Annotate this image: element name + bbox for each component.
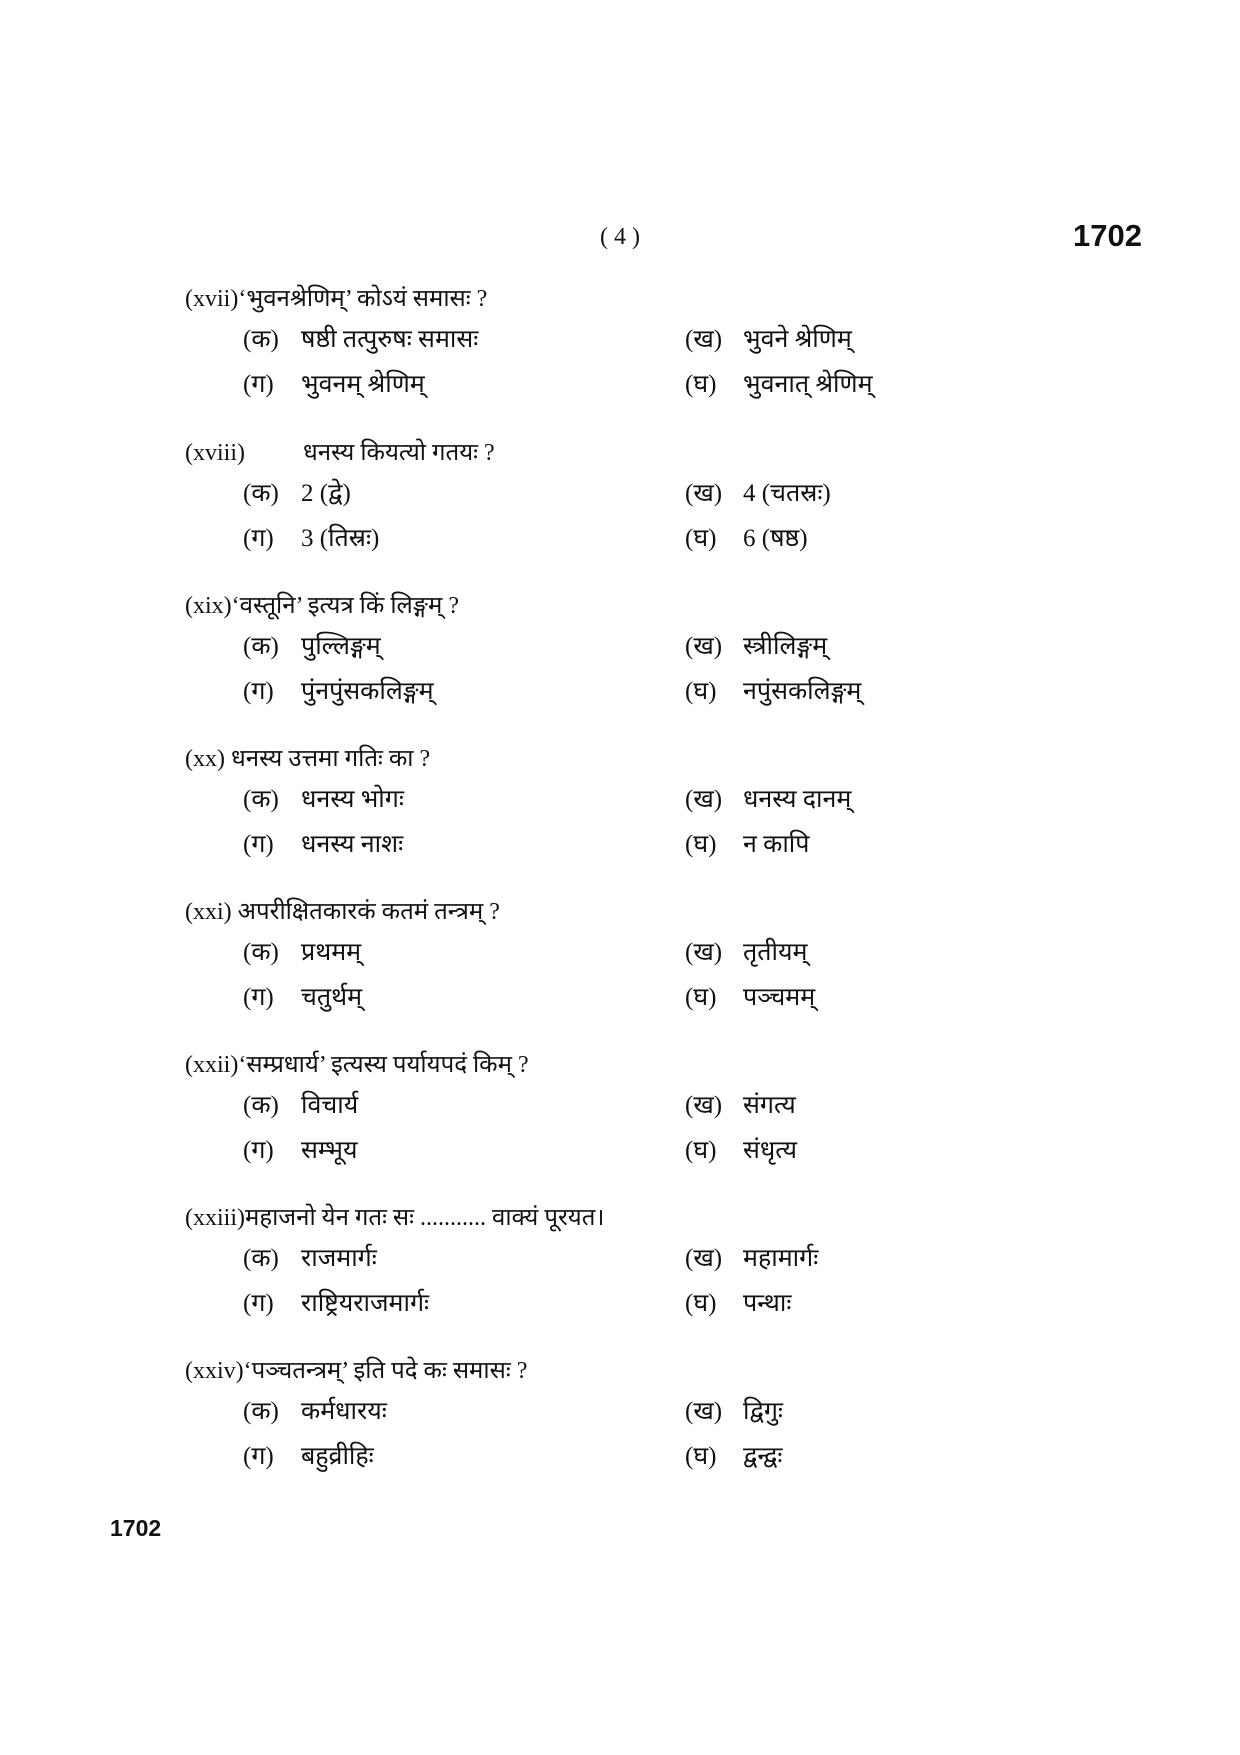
option-row bbox=[185, 1389, 1085, 1434]
option-label: (ग) bbox=[243, 678, 274, 705]
question-line bbox=[185, 1353, 1085, 1389]
option-label: (क) bbox=[243, 786, 279, 813]
question-line bbox=[185, 435, 1085, 471]
option bbox=[243, 669, 434, 714]
option-text: प्रथमम् bbox=[301, 939, 362, 966]
option-label: (ग) bbox=[243, 984, 274, 1011]
option-row bbox=[185, 1434, 1085, 1479]
option bbox=[685, 471, 831, 516]
option-text: पन्थाः bbox=[743, 1290, 792, 1317]
paper-code-header: 1702 bbox=[1073, 218, 1142, 253]
option-text: न कापि bbox=[743, 831, 810, 858]
option-label: (घ) bbox=[685, 678, 717, 705]
option-label: (ख) bbox=[685, 480, 723, 507]
option-text: सम्भूय bbox=[301, 1137, 358, 1164]
option-text: 3 (तिस्रः) bbox=[301, 525, 380, 552]
question-text: ‘सम्प्रधार्य’ इत्यस्य पर्यायपदं किम् ? bbox=[238, 1052, 529, 1078]
option-text: कर्मधारयः bbox=[301, 1398, 387, 1425]
option-row bbox=[185, 516, 1085, 561]
option-text: पञ्चमम् bbox=[743, 984, 816, 1011]
option-row bbox=[185, 1281, 1085, 1326]
option-text: द्वन्द्वः bbox=[743, 1443, 783, 1470]
paper-code-footer: 1702 bbox=[110, 1515, 162, 1541]
option-text: षष्ठी तत्पुरुषः समासः bbox=[301, 326, 479, 353]
option-label: (क) bbox=[243, 1092, 279, 1119]
question-number: (xvii) bbox=[185, 286, 239, 312]
option bbox=[243, 1128, 357, 1173]
option bbox=[243, 1236, 377, 1281]
option bbox=[243, 822, 403, 867]
question-line bbox=[185, 894, 1085, 930]
option-text: स्त्रीलिङ्गम् bbox=[743, 633, 828, 660]
option bbox=[685, 317, 852, 362]
option-text: भुवनात् श्रेणिम् bbox=[743, 371, 873, 398]
option-text: विचार्य bbox=[301, 1092, 359, 1119]
option-label: (ख) bbox=[685, 786, 723, 813]
option-row bbox=[185, 1236, 1085, 1281]
option-text: बहुव्रीहिः bbox=[301, 1443, 374, 1470]
option bbox=[243, 930, 361, 975]
question-line bbox=[185, 1047, 1085, 1083]
option-text: राष्ट्रियराजमार्गः bbox=[301, 1290, 430, 1317]
option-text: धनस्य नाशः bbox=[301, 831, 404, 858]
option-label: (ख) bbox=[685, 1398, 723, 1425]
option bbox=[685, 1236, 818, 1281]
option bbox=[243, 317, 478, 362]
option bbox=[243, 1389, 387, 1434]
option-label: (ख) bbox=[685, 939, 723, 966]
question-number: (xix) bbox=[185, 593, 232, 619]
option-label: (ग) bbox=[243, 831, 274, 858]
option-label: (घ) bbox=[685, 1290, 717, 1317]
option-text: 2 (द्वे) bbox=[301, 480, 351, 507]
option bbox=[685, 1389, 783, 1434]
option-label: (क) bbox=[243, 939, 279, 966]
option bbox=[685, 362, 873, 407]
option-text: संधृत्य bbox=[743, 1137, 798, 1164]
option bbox=[243, 624, 381, 669]
option bbox=[685, 669, 861, 714]
option-label: (क) bbox=[243, 1398, 279, 1425]
option-label: (घ) bbox=[685, 525, 717, 552]
option bbox=[685, 1128, 797, 1173]
option bbox=[685, 624, 827, 669]
option-text: धनस्य दानम् bbox=[743, 786, 852, 813]
option-row bbox=[185, 362, 1085, 407]
option bbox=[685, 516, 808, 561]
option-text: 4 (चतस्रः) bbox=[743, 480, 831, 507]
question-text: महाजनो येन गतः सः ........... वाक्यं पूरयत। bbox=[245, 1205, 605, 1231]
question bbox=[185, 281, 1085, 407]
option-row bbox=[185, 975, 1085, 1020]
question-text: धनस्य उत्तमा गतिः का ? bbox=[224, 746, 431, 772]
option-text: चतुर्थम् bbox=[301, 984, 363, 1011]
question-number: (xxiv) bbox=[185, 1358, 244, 1384]
option-row bbox=[185, 1083, 1085, 1128]
question-line bbox=[185, 588, 1085, 624]
option-row bbox=[185, 624, 1085, 669]
question bbox=[185, 588, 1085, 714]
option-row bbox=[185, 822, 1085, 867]
page-number: ( 4 ) bbox=[600, 224, 640, 250]
question-text: ‘पञ्चतन्त्रम्’ इति पदे कः समासः ? bbox=[243, 1358, 528, 1384]
question bbox=[185, 894, 1085, 1020]
question-number: (xxii) bbox=[185, 1052, 239, 1078]
question bbox=[185, 741, 1085, 867]
option-text: भुवनम् श्रेणिम् bbox=[301, 371, 425, 398]
option-label: (घ) bbox=[685, 1443, 717, 1470]
option bbox=[243, 1281, 429, 1326]
option bbox=[685, 975, 815, 1020]
question-text: धनस्य कियत्यो गतयः ? bbox=[303, 440, 495, 466]
option bbox=[685, 1434, 782, 1479]
option-text: तृतीयम् bbox=[743, 939, 808, 966]
option-label: (ख) bbox=[685, 633, 723, 660]
option-text: भुवने श्रेणिम् bbox=[743, 326, 852, 353]
option-label: (ग) bbox=[243, 525, 274, 552]
question-text: ‘भुवनश्रेणिम्’ कोऽयं समासः ? bbox=[238, 286, 488, 312]
question bbox=[185, 1047, 1085, 1173]
option-text: धनस्य भोगः bbox=[301, 786, 404, 813]
question-number: (xxiii) bbox=[185, 1205, 245, 1231]
option-text: नपुंसकलिङ्गम् bbox=[743, 678, 862, 705]
option bbox=[685, 777, 851, 822]
option-label: (ख) bbox=[685, 1092, 723, 1119]
option-row bbox=[185, 1128, 1085, 1173]
option-label: (घ) bbox=[685, 984, 717, 1011]
question-line bbox=[185, 1200, 1085, 1236]
option bbox=[243, 362, 425, 407]
question-text: अपरीक्षितकारकं कतमं तन्त्रम् ? bbox=[231, 899, 500, 925]
option-text: पुंनपुंसकलिङ्गम् bbox=[301, 678, 434, 705]
option-label: (क) bbox=[243, 633, 279, 660]
option-text: राजमार्गः bbox=[301, 1245, 377, 1272]
option-label: (ग) bbox=[243, 1443, 274, 1470]
option-row bbox=[185, 669, 1085, 714]
question-number: (xxi) bbox=[185, 899, 232, 925]
question bbox=[185, 435, 1085, 561]
option-label: (घ) bbox=[685, 831, 717, 858]
option-label: (क) bbox=[243, 480, 279, 507]
option-label: (ग) bbox=[243, 371, 274, 398]
option bbox=[243, 1083, 358, 1128]
question-number: (xx) bbox=[185, 746, 225, 772]
question-line bbox=[185, 281, 1085, 317]
option bbox=[243, 471, 351, 516]
option bbox=[243, 777, 404, 822]
option-label: (ख) bbox=[685, 1245, 723, 1272]
option-text: पुल्लिङ्गम् bbox=[301, 633, 381, 660]
option bbox=[685, 1083, 796, 1128]
option-label: (ख) bbox=[685, 326, 723, 353]
option-label: (घ) bbox=[685, 1137, 717, 1164]
option-label: (क) bbox=[243, 1245, 279, 1272]
question bbox=[185, 1353, 1085, 1479]
option bbox=[685, 930, 807, 975]
option-row bbox=[185, 317, 1085, 362]
option-label: (ग) bbox=[243, 1137, 274, 1164]
option bbox=[243, 516, 379, 561]
option-row bbox=[185, 471, 1085, 516]
question-number: (xviii) bbox=[185, 440, 245, 466]
option-label: (घ) bbox=[685, 371, 717, 398]
option bbox=[685, 822, 809, 867]
option-label: (क) bbox=[243, 326, 279, 353]
option bbox=[243, 975, 362, 1020]
option-text: महामार्गः bbox=[743, 1245, 819, 1272]
option-row bbox=[185, 777, 1085, 822]
option-text: संगत्य bbox=[743, 1092, 796, 1119]
question-line bbox=[185, 741, 1085, 777]
option-row bbox=[185, 930, 1085, 975]
option bbox=[685, 1281, 791, 1326]
option-text: 6 (षष्ठ) bbox=[743, 525, 808, 552]
question-text: ‘वस्तूनि’ इत्यत्र किं लिङ्गम् ? bbox=[231, 593, 459, 619]
option bbox=[243, 1434, 374, 1479]
option-label: (ग) bbox=[243, 1290, 274, 1317]
question bbox=[185, 1200, 1085, 1326]
option-text: द्विगुः bbox=[743, 1398, 783, 1425]
